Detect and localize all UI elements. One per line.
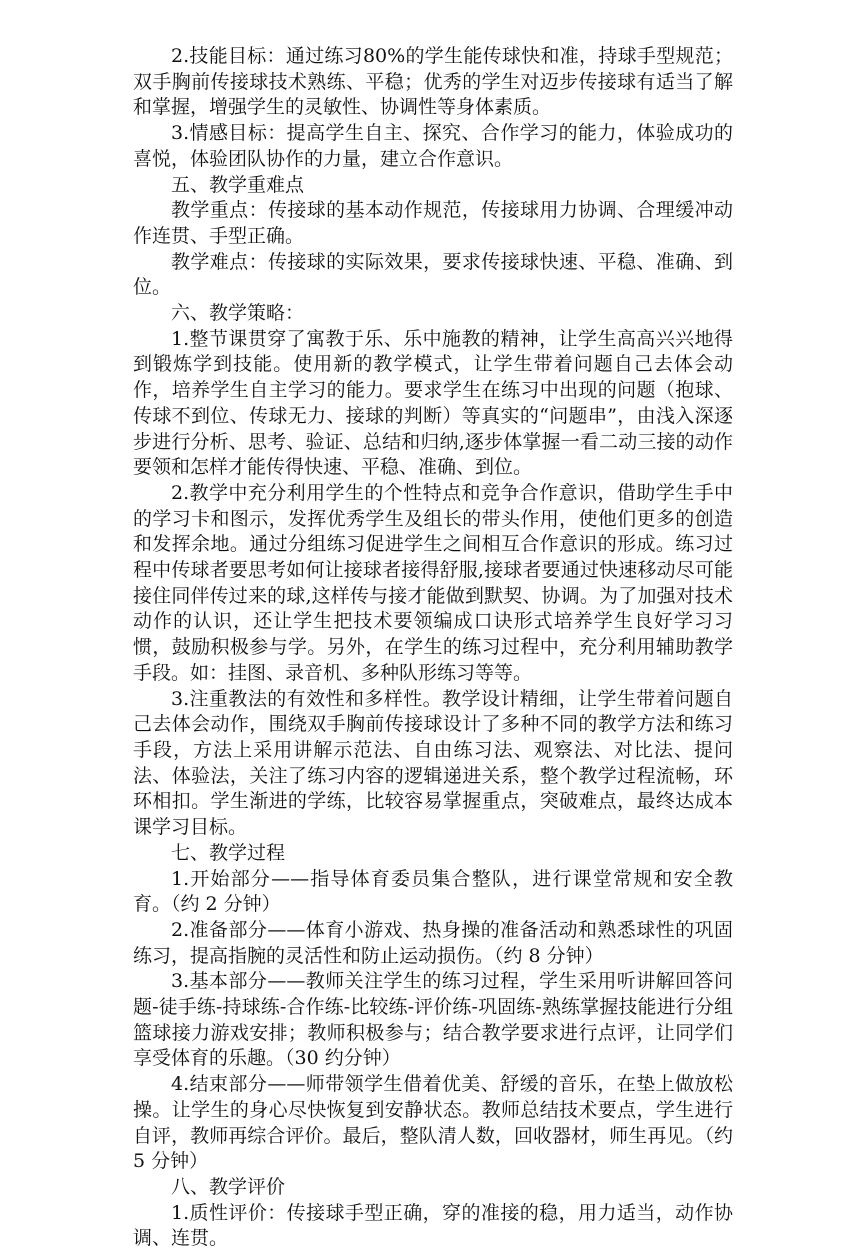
paragraph-strategy-1: 1.整节课贯穿了寓教于乐、乐中施教的精神，让学生高高兴兴地得到锻炼学到技能。使用新的教学模式，让学生带着问题自己去体会动作，培养学生自主学习的能力。要求学生在练习中出现的问题（抱球、传球不到位、传球无力、接球的判断）等真实的“问题串”，由浅入深逐步进行分析、思考、验证、总结和归纳,逐步体掌握一看二动三接的动作要领和怎样才能传得快速、平稳、准确、到位。 — [133, 327, 733, 479]
paragraph-strategy-2: 2.教学中充分利用学生的个性特点和竞争合作意识，借助学生手中的学习卡和图示，发挥优秀学生及组长的带头作用，使他们更多的创造和发挥余地。通过分组练习促进学生之间相互合作意识的形成。练习过程中传球者要思考如何让接球者接得舒服,接球者要通过快速移动尽可能接住同伴传过来的球,这样传与接才能做到默契、协调。为了加强对技术动作的认识，还让学生把技术要领编成口诀形式培养学生良好学习习惯，鼓励积极参与学。另外，在学生的练习过程中，充分利用辅助教学手段。如：挂图、录音机、多种队形练习等等。 — [133, 481, 733, 684]
paragraph-emotion-goal: 3.情感目标：提高学生自主、探究、合作学习的能力，体验成功的喜悦，体验团队协作的力量，建立合作意识。 — [133, 122, 733, 170]
paragraph-skill-goal: 2.技能目标：通过练习80%的学生能传球快和准，持球手型规范；双手胸前传接球技术熟练、平稳；优秀的学生对迈步传接球有适当了解和掌握，增强学生的灵敏性、协调性等身体素质。 — [133, 45, 733, 119]
heading-key-difficult-points: 五、教学重难点 — [171, 173, 305, 196]
document-body — [133, 44, 733, 1252]
heading-teaching-strategy: 六、教学策略： — [171, 302, 305, 325]
paragraph-strategy-3: 3.注重教法的有效性和多样性。教学设计精细，让学生带着问题自己去体会动作，围绕双手胸前传接球设计了多种不同的教学方法和练习手段，方法上采用讲解示范法、自由练习法、观察法、对比法、提问法、体验法，关注了练习内容的逻辑递进关系，整个教学过程流畅，环环相扣。学生渐进的学练，比较容易掌握重点，突破难点，最终达成本课学习目标。 — [133, 687, 733, 839]
paragraph-process-basic: 3.基本部分——教师关注学生的练习过程，学生采用听讲解回答问题-徒手练-持球练-合作练-比较练-评价练-巩固练-熟练掌握技能进行分组篮球接力游戏安排；教师积极参与；结合教学要求进行点评，让同学们享受体育的乐趣。（30 约分钟） — [133, 970, 733, 1070]
paragraph-key-point: 教学重点：传接球的基本动作规范，传接球用力协调、合理缓冲动作连贯、手型正确。 — [133, 199, 733, 247]
paragraph-process-end: 4.结束部分——师带领学生借着优美、舒缓的音乐，在垫上做放松操。让学生的身心尽快恢复到安静状态。教师总结技术要点，学生进行自评，教师再综合评价。最后，整队清人数，回收器材，师生再见。（约 5 分钟） — [133, 1073, 733, 1173]
heading-teaching-evaluation: 八、教学评价 — [171, 1175, 286, 1198]
paragraph-evaluation-1: 1.质性评价：传接球手型正确，穿的准接的稳，用力适当，动作协调、连贯。 — [133, 1201, 733, 1250]
paragraph-process-start: 1.开始部分——指导体育委员集合整队，进行课堂常规和安全教育。（约 2 分钟） — [133, 867, 733, 916]
paragraph-difficult-point: 教学难点：传接球的实际效果，要求传接球快速、平稳、准确、到位。 — [133, 250, 733, 299]
paragraph-process-prepare: 2.准备部分——体育小游戏、热身操的准备活动和熟悉球性的巩固练习，提高指腕的灵活性和防止运动损伤。（约 8 分钟） — [133, 918, 733, 967]
heading-teaching-process: 七、教学过程 — [171, 841, 286, 864]
